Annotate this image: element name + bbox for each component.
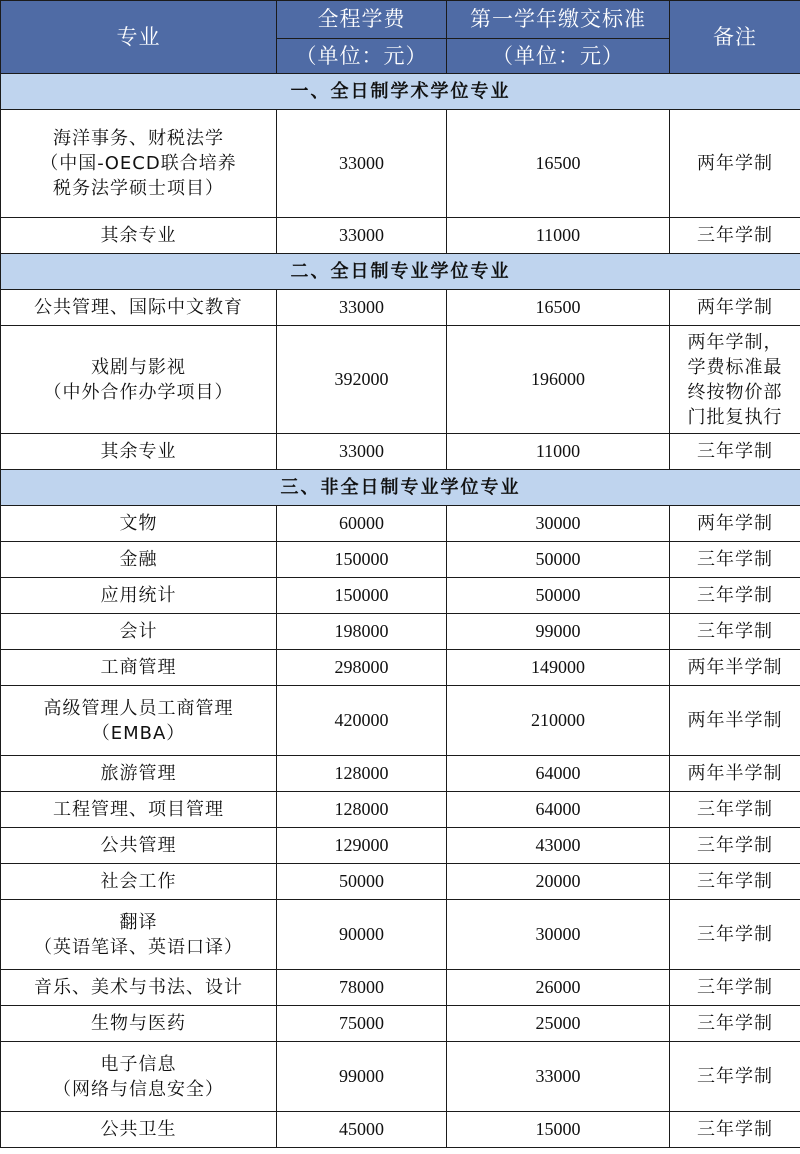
cell-note-line: 两年半学制 xyxy=(687,657,783,678)
cell-major xyxy=(1,434,277,470)
table-row xyxy=(1,900,800,970)
cell-major xyxy=(1,864,277,900)
cell-total-fee xyxy=(277,828,447,864)
cell-major-line: 电子信息 xyxy=(100,1053,177,1075)
cell-first-year-fee-line: 149000 xyxy=(531,657,585,677)
cell-note-line: 两年学制 xyxy=(697,153,773,174)
cell-total-fee-line: 298000 xyxy=(334,657,389,677)
cell-note-line: 三年学制 xyxy=(697,835,773,856)
cell-total-fee xyxy=(277,290,447,326)
section-row xyxy=(1,74,800,110)
cell-first-year-fee-line: 210000 xyxy=(531,710,585,730)
cell-major xyxy=(1,218,277,254)
cell-major xyxy=(1,792,277,828)
cell-major-line: 会计 xyxy=(119,621,158,642)
header-first-year-unit: （单位：元） xyxy=(447,39,670,74)
table-row xyxy=(1,686,800,756)
table-row xyxy=(1,506,800,542)
header-first-year: 第一学年缴交标准 xyxy=(447,1,670,39)
table-row xyxy=(1,650,800,686)
section-title: 一、全日制学术学位专业 xyxy=(1,74,800,110)
table-row xyxy=(1,1006,800,1042)
cell-major xyxy=(1,1042,277,1112)
table-row xyxy=(1,218,800,254)
cell-first-year-fee xyxy=(447,1042,670,1112)
cell-note xyxy=(670,218,800,254)
cell-first-year-fee-line: 50000 xyxy=(535,549,581,569)
cell-note xyxy=(670,828,800,864)
cell-total-fee-line: 60000 xyxy=(339,513,384,533)
cell-note-line: 三年学制 xyxy=(697,1013,773,1034)
cell-first-year-fee-line: 20000 xyxy=(535,871,581,891)
cell-note-line: 三年学制 xyxy=(697,799,773,820)
table-row xyxy=(1,434,800,470)
cell-total-fee xyxy=(277,900,447,970)
cell-total-fee-line: 33000 xyxy=(339,441,384,461)
cell-note xyxy=(670,1112,800,1148)
cell-first-year-fee xyxy=(447,614,670,650)
cell-major xyxy=(1,614,277,650)
cell-first-year-fee xyxy=(447,218,670,254)
cell-note xyxy=(670,900,800,970)
cell-major xyxy=(1,1112,277,1148)
table-row xyxy=(1,828,800,864)
cell-note xyxy=(670,1042,800,1112)
cell-note-line: 三年学制 xyxy=(697,1119,773,1140)
cell-major-line: 公共卫生 xyxy=(100,1119,177,1140)
cell-total-fee-line: 129000 xyxy=(334,835,389,855)
cell-major xyxy=(1,290,277,326)
cell-first-year-fee-line: 15000 xyxy=(535,1119,581,1139)
cell-first-year-fee-line: 11000 xyxy=(535,225,581,245)
cell-total-fee-line: 33000 xyxy=(339,297,384,317)
cell-total-fee-line: 50000 xyxy=(339,871,384,891)
cell-total-fee xyxy=(277,110,447,218)
table-body xyxy=(1,74,800,1148)
table-row xyxy=(1,326,800,434)
cell-major-line: 旅游管理 xyxy=(100,763,177,784)
cell-note-line: 三年学制 xyxy=(697,225,773,246)
cell-first-year-fee xyxy=(447,1006,670,1042)
cell-major-line: 工商管理 xyxy=(100,657,177,678)
cell-total-fee-line: 33000 xyxy=(339,225,384,245)
cell-total-fee-line: 150000 xyxy=(334,549,389,569)
cell-major xyxy=(1,326,277,434)
table-row xyxy=(1,970,800,1006)
table-row xyxy=(1,578,800,614)
cell-first-year-fee xyxy=(447,110,670,218)
cell-major-line: （EMBA） xyxy=(91,722,186,744)
cell-note-line: 两年学制 xyxy=(697,297,773,318)
cell-major xyxy=(1,650,277,686)
cell-note-line: 三年学制 xyxy=(697,924,773,945)
cell-total-fee xyxy=(277,1006,447,1042)
cell-major-line: （英语笔译、英语口译） xyxy=(34,936,243,958)
cell-total-fee-line: 33000 xyxy=(339,153,384,173)
cell-note xyxy=(670,970,800,1006)
cell-major xyxy=(1,756,277,792)
cell-note xyxy=(670,326,800,434)
cell-total-fee xyxy=(277,970,447,1006)
cell-first-year-fee-line: 50000 xyxy=(535,585,581,605)
cell-total-fee-line: 150000 xyxy=(334,585,389,605)
table-row xyxy=(1,110,800,218)
cell-total-fee xyxy=(277,756,447,792)
cell-major-line: 工程管理、项目管理 xyxy=(53,799,224,820)
header-notes: 备注 xyxy=(670,1,800,74)
header-total-fee-unit: （单位：元） xyxy=(277,39,447,74)
cell-first-year-fee xyxy=(447,326,670,434)
cell-note-line: 三年学制 xyxy=(697,441,773,462)
cell-note-line: 三年学制 xyxy=(697,585,773,606)
cell-first-year-fee xyxy=(447,578,670,614)
cell-first-year-fee-line: 43000 xyxy=(535,835,581,855)
cell-note xyxy=(670,650,800,686)
section-title: 二、全日制专业学位专业 xyxy=(1,254,800,290)
cell-note-line: 三年学制 xyxy=(697,621,773,642)
cell-first-year-fee-line: 11000 xyxy=(535,441,581,461)
cell-total-fee-line: 128000 xyxy=(334,799,389,819)
cell-major-line: 公共管理、国际中文教育 xyxy=(34,297,243,318)
cell-note xyxy=(670,614,800,650)
cell-major-line: 社会工作 xyxy=(100,871,177,892)
cell-major-line: （中外合作办学项目） xyxy=(43,381,234,403)
cell-total-fee xyxy=(277,542,447,578)
cell-total-fee-line: 99000 xyxy=(339,1066,384,1086)
cell-total-fee-line: 45000 xyxy=(339,1119,384,1139)
cell-total-fee xyxy=(277,1112,447,1148)
cell-major-line: （中国-OECD联合培养 xyxy=(40,153,237,174)
cell-note xyxy=(670,578,800,614)
cell-major-line: 文物 xyxy=(119,513,158,534)
cell-note xyxy=(670,110,800,218)
cell-first-year-fee xyxy=(447,506,670,542)
cell-first-year-fee-line: 33000 xyxy=(535,1066,581,1086)
cell-first-year-fee-line: 196000 xyxy=(531,369,585,389)
cell-note xyxy=(670,434,800,470)
cell-total-fee xyxy=(277,614,447,650)
cell-total-fee-line: 78000 xyxy=(339,977,384,997)
cell-note-line: 三年学制 xyxy=(697,549,773,570)
cell-first-year-fee xyxy=(447,864,670,900)
table-row xyxy=(1,542,800,578)
cell-major xyxy=(1,110,277,218)
cell-total-fee xyxy=(277,686,447,756)
cell-major xyxy=(1,542,277,578)
cell-first-year-fee xyxy=(447,434,670,470)
cell-total-fee xyxy=(277,578,447,614)
cell-total-fee xyxy=(277,326,447,434)
cell-first-year-fee-line: 25000 xyxy=(535,1013,581,1033)
cell-total-fee-line: 128000 xyxy=(334,763,389,783)
cell-major xyxy=(1,900,277,970)
cell-note-line: 两年半学制 xyxy=(687,763,783,784)
cell-note-line: 两年半学制 xyxy=(687,710,783,731)
cell-major-line: 金融 xyxy=(119,549,158,570)
cell-note xyxy=(670,542,800,578)
cell-major-line: 翻译 xyxy=(119,911,158,933)
section-row xyxy=(1,470,800,506)
cell-total-fee xyxy=(277,506,447,542)
cell-total-fee xyxy=(277,218,447,254)
cell-first-year-fee-line: 99000 xyxy=(535,621,581,641)
header-major: 专业 xyxy=(1,1,277,74)
cell-note-line: 两年学制， xyxy=(687,331,783,353)
cell-total-fee xyxy=(277,864,447,900)
cell-note xyxy=(670,686,800,756)
cell-note xyxy=(670,1006,800,1042)
cell-first-year-fee xyxy=(447,792,670,828)
cell-first-year-fee xyxy=(447,900,670,970)
section-title: 三、非全日制专业学位专业 xyxy=(1,470,800,506)
cell-note-line: 门批复执行 xyxy=(687,406,783,428)
cell-note-line: 学费标准最 xyxy=(687,356,783,378)
cell-major-line: 税务法学硕士项目） xyxy=(53,178,224,199)
header-total-fee: 全程学费 xyxy=(277,1,447,39)
cell-first-year-fee xyxy=(447,970,670,1006)
cell-total-fee xyxy=(277,650,447,686)
cell-first-year-fee-line: 30000 xyxy=(535,924,581,944)
cell-first-year-fee xyxy=(447,290,670,326)
table-row xyxy=(1,864,800,900)
cell-major-line: 应用统计 xyxy=(100,585,177,606)
cell-major-line: 海洋事务、财税法学 xyxy=(53,128,224,149)
cell-first-year-fee xyxy=(447,1112,670,1148)
cell-major xyxy=(1,578,277,614)
cell-note xyxy=(670,864,800,900)
cell-major-line: 高级管理人员工商管理 xyxy=(43,697,234,719)
cell-major-line: 生物与医药 xyxy=(91,1013,186,1034)
cell-total-fee-line: 75000 xyxy=(339,1013,384,1033)
cell-first-year-fee-line: 26000 xyxy=(535,977,581,997)
cell-major xyxy=(1,828,277,864)
cell-note xyxy=(670,756,800,792)
cell-major xyxy=(1,686,277,756)
cell-major-line: 其余专业 xyxy=(100,225,177,246)
cell-first-year-fee xyxy=(447,828,670,864)
cell-total-fee-line: 198000 xyxy=(334,621,389,641)
cell-first-year-fee-line: 30000 xyxy=(535,513,581,533)
table-row xyxy=(1,614,800,650)
cell-total-fee-line: 420000 xyxy=(334,710,389,730)
cell-note-line: 终按物价部 xyxy=(687,381,783,403)
cell-major-line: （网络与信息安全） xyxy=(53,1078,224,1100)
cell-total-fee xyxy=(277,434,447,470)
cell-first-year-fee-line: 16500 xyxy=(535,297,581,317)
table-row xyxy=(1,1112,800,1148)
table-row xyxy=(1,290,800,326)
section-row xyxy=(1,254,800,290)
cell-major xyxy=(1,970,277,1006)
cell-total-fee xyxy=(277,792,447,828)
cell-note-line: 三年学制 xyxy=(697,871,773,892)
cell-first-year-fee-line: 16500 xyxy=(535,153,581,173)
cell-note xyxy=(670,792,800,828)
cell-major-line: 其余专业 xyxy=(100,441,177,462)
cell-first-year-fee-line: 64000 xyxy=(535,763,581,783)
table-row xyxy=(1,756,800,792)
cell-major-line: 公共管理 xyxy=(100,835,177,856)
cell-major xyxy=(1,1006,277,1042)
cell-total-fee-line: 90000 xyxy=(339,924,384,944)
cell-major-line: 戏剧与影视 xyxy=(91,356,186,378)
cell-first-year-fee xyxy=(447,756,670,792)
cell-first-year-fee xyxy=(447,542,670,578)
cell-major-line: 音乐、美术与书法、设计 xyxy=(34,977,243,998)
cell-note xyxy=(670,506,800,542)
table-row xyxy=(1,792,800,828)
cell-note-line: 三年学制 xyxy=(697,1066,773,1087)
cell-note-line: 两年学制 xyxy=(697,513,773,534)
cell-total-fee xyxy=(277,1042,447,1112)
cell-major xyxy=(1,506,277,542)
cell-first-year-fee xyxy=(447,650,670,686)
cell-first-year-fee xyxy=(447,686,670,756)
cell-first-year-fee-line: 64000 xyxy=(535,799,581,819)
cell-total-fee-line: 392000 xyxy=(334,369,389,389)
table-row xyxy=(1,1042,800,1112)
cell-note-line: 三年学制 xyxy=(697,977,773,998)
cell-note xyxy=(670,290,800,326)
